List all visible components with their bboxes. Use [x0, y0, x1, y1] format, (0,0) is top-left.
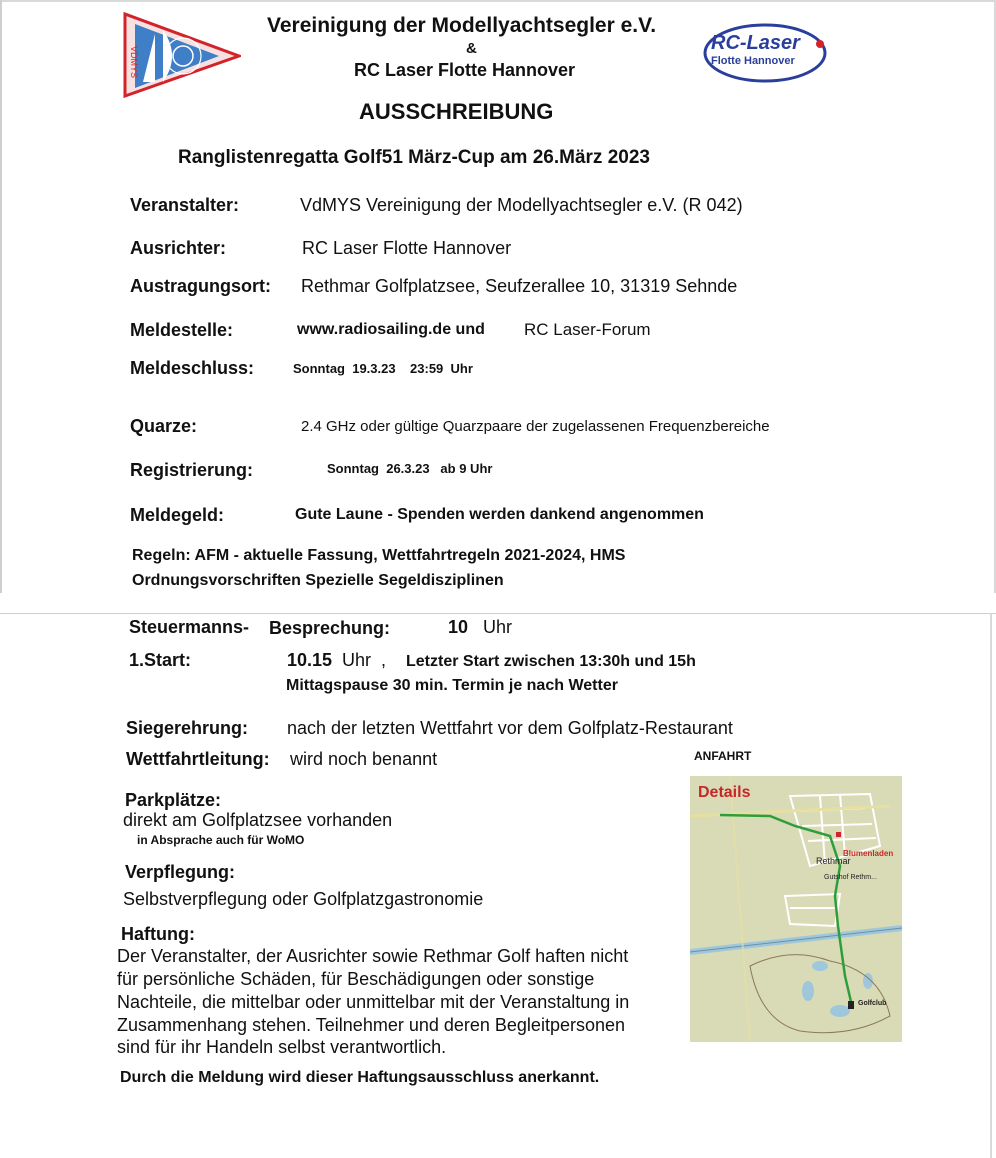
meldestelle-value: RC Laser-Forum: [524, 320, 651, 339]
start-time: 10.15: [287, 650, 333, 670]
vdmys-logo: [123, 12, 241, 98]
org-line1: Vereinigung der Modellyachtsegler e.V.: [267, 14, 657, 37]
start-unit: Uhr ,: [342, 650, 387, 670]
anfahrt-map[interactable]: [690, 776, 902, 1042]
haftung-line: sind für ihr Handeln selbst verantwortlich.: [117, 1037, 447, 1057]
besprechung-label: Besprechung:: [269, 618, 391, 638]
quarze-value: 2.4 GHz oder gültige Quarzpaare der zugelassenen Frequenzbereiche: [301, 418, 770, 435]
veranstalter-value: VdMYS Vereinigung der Modellyachtsegler e.V. (R 042): [300, 195, 743, 215]
meldegeld-label: Meldegeld:: [130, 505, 225, 525]
wettfahrtleitung-value: wird noch benannt: [290, 749, 438, 769]
siegerehrung-label: Siegerehrung:: [126, 718, 249, 738]
map-label-rethmar: Rethmar: [816, 856, 851, 866]
start-note-lunch: Mittagspause 30 min. Termin je nach Wetter: [286, 677, 618, 694]
haftung-line: Zusammenhang stehen. Teilnehmer und deren Begleitpersonen: [117, 1015, 625, 1035]
meldeschluss-value: Sonntag 19.3.23 23:59 Uhr: [293, 361, 473, 376]
ausrichter-value: RC Laser Flotte Hannover: [302, 238, 512, 258]
haftung-label: Haftung:: [121, 924, 195, 944]
ausrichter-label: Ausrichter:: [130, 238, 227, 258]
besprechung-time: 10: [448, 617, 469, 637]
org-line2: RC Laser Flotte Hannover: [354, 60, 576, 80]
map-label-blumenladen: Blumenladen: [843, 849, 894, 858]
map-label-gutshof: Gutshof Rethm...: [824, 874, 877, 881]
meldeschluss-label: Meldeschluss:: [130, 358, 255, 378]
regeln-line1: Regeln: AFM - aktuelle Fassung, Wettfahrtregeln 2021-2024, HMS: [132, 547, 626, 564]
map-details-link[interactable]: Details: [698, 784, 751, 801]
wettfahrtleitung-label: Wettfahrtleitung:: [126, 749, 270, 769]
veranstalter-label: Veranstalter:: [130, 195, 240, 215]
rc-laser-logo-sub: Flotte Hannover: [711, 55, 795, 67]
ampersand: &: [466, 40, 477, 57]
austragungsort-value: Rethmar Golfplatzsee, Seufzerallee 10, 31319 Sehnde: [301, 276, 738, 296]
parkplaetze-label: Parkplätze:: [125, 790, 222, 810]
haftung-final: Durch die Meldung wird dieser Haftungsausschluss anerkannt.: [120, 1069, 600, 1086]
haftung-line: Der Veranstalter, der Ausrichter sowie Rethmar Golf haften nicht: [117, 946, 629, 966]
map-label-golfclub: Golfclub: [858, 1000, 887, 1007]
event-title: Ranglistenregatta Golf51 März-Cup am 26.März 2023: [178, 147, 650, 168]
meldestelle-link[interactable]: www.radiosailing.de und: [297, 321, 485, 338]
rc-laser-logo: [703, 22, 827, 84]
parkplaetze-note: in Absprache auch für WoMO: [137, 833, 305, 847]
meldegeld-value: Gute Laune - Spenden werden dankend angenommen: [295, 506, 704, 523]
parkplaetze-value: direkt am Golfplatzsee vorhanden: [123, 810, 393, 830]
rc-laser-logo-main: RC-Laser: [711, 32, 800, 54]
haftung-line: Nachteile, die mittelbar oder unmittelbar mit der Veranstaltung in: [117, 992, 630, 1012]
section-divider: [0, 593, 996, 614]
austragungsort-label: Austragungsort:: [130, 276, 271, 296]
registrierung-label: Registrierung:: [130, 460, 254, 480]
vdmys-logo-text: VDMYS: [129, 46, 139, 79]
besprechung-unit: Uhr: [483, 617, 513, 637]
regeln-line2: Ordnungsvorschriften Spezielle Segeldisziplinen: [132, 572, 504, 589]
registrierung-value: Sonntag 26.3.23 ab 9 Uhr: [327, 461, 493, 476]
verpflegung-value: Selbstverpflegung oder Golfplatzgastronomie: [123, 889, 484, 909]
quarze-label: Quarze:: [130, 416, 198, 436]
anfahrt-label: ANFAHRT: [694, 749, 752, 763]
start-label: 1.Start:: [129, 650, 192, 670]
haftung-line: für persönliche Schäden, für Beschädigungen oder sonstige: [117, 969, 595, 989]
meldestelle-label: Meldestelle:: [130, 320, 234, 340]
verpflegung-label: Verpflegung:: [125, 862, 236, 882]
siegerehrung-value: nach der letzten Wettfahrt vor dem Golfplatz-Restaurant: [287, 718, 733, 738]
steuermann-label: Steuermanns-: [129, 617, 250, 637]
start-note-last: Letzter Start zwischen 13:30h und 15h: [406, 653, 696, 670]
doc-type: AUSSCHREIBUNG: [359, 99, 554, 124]
